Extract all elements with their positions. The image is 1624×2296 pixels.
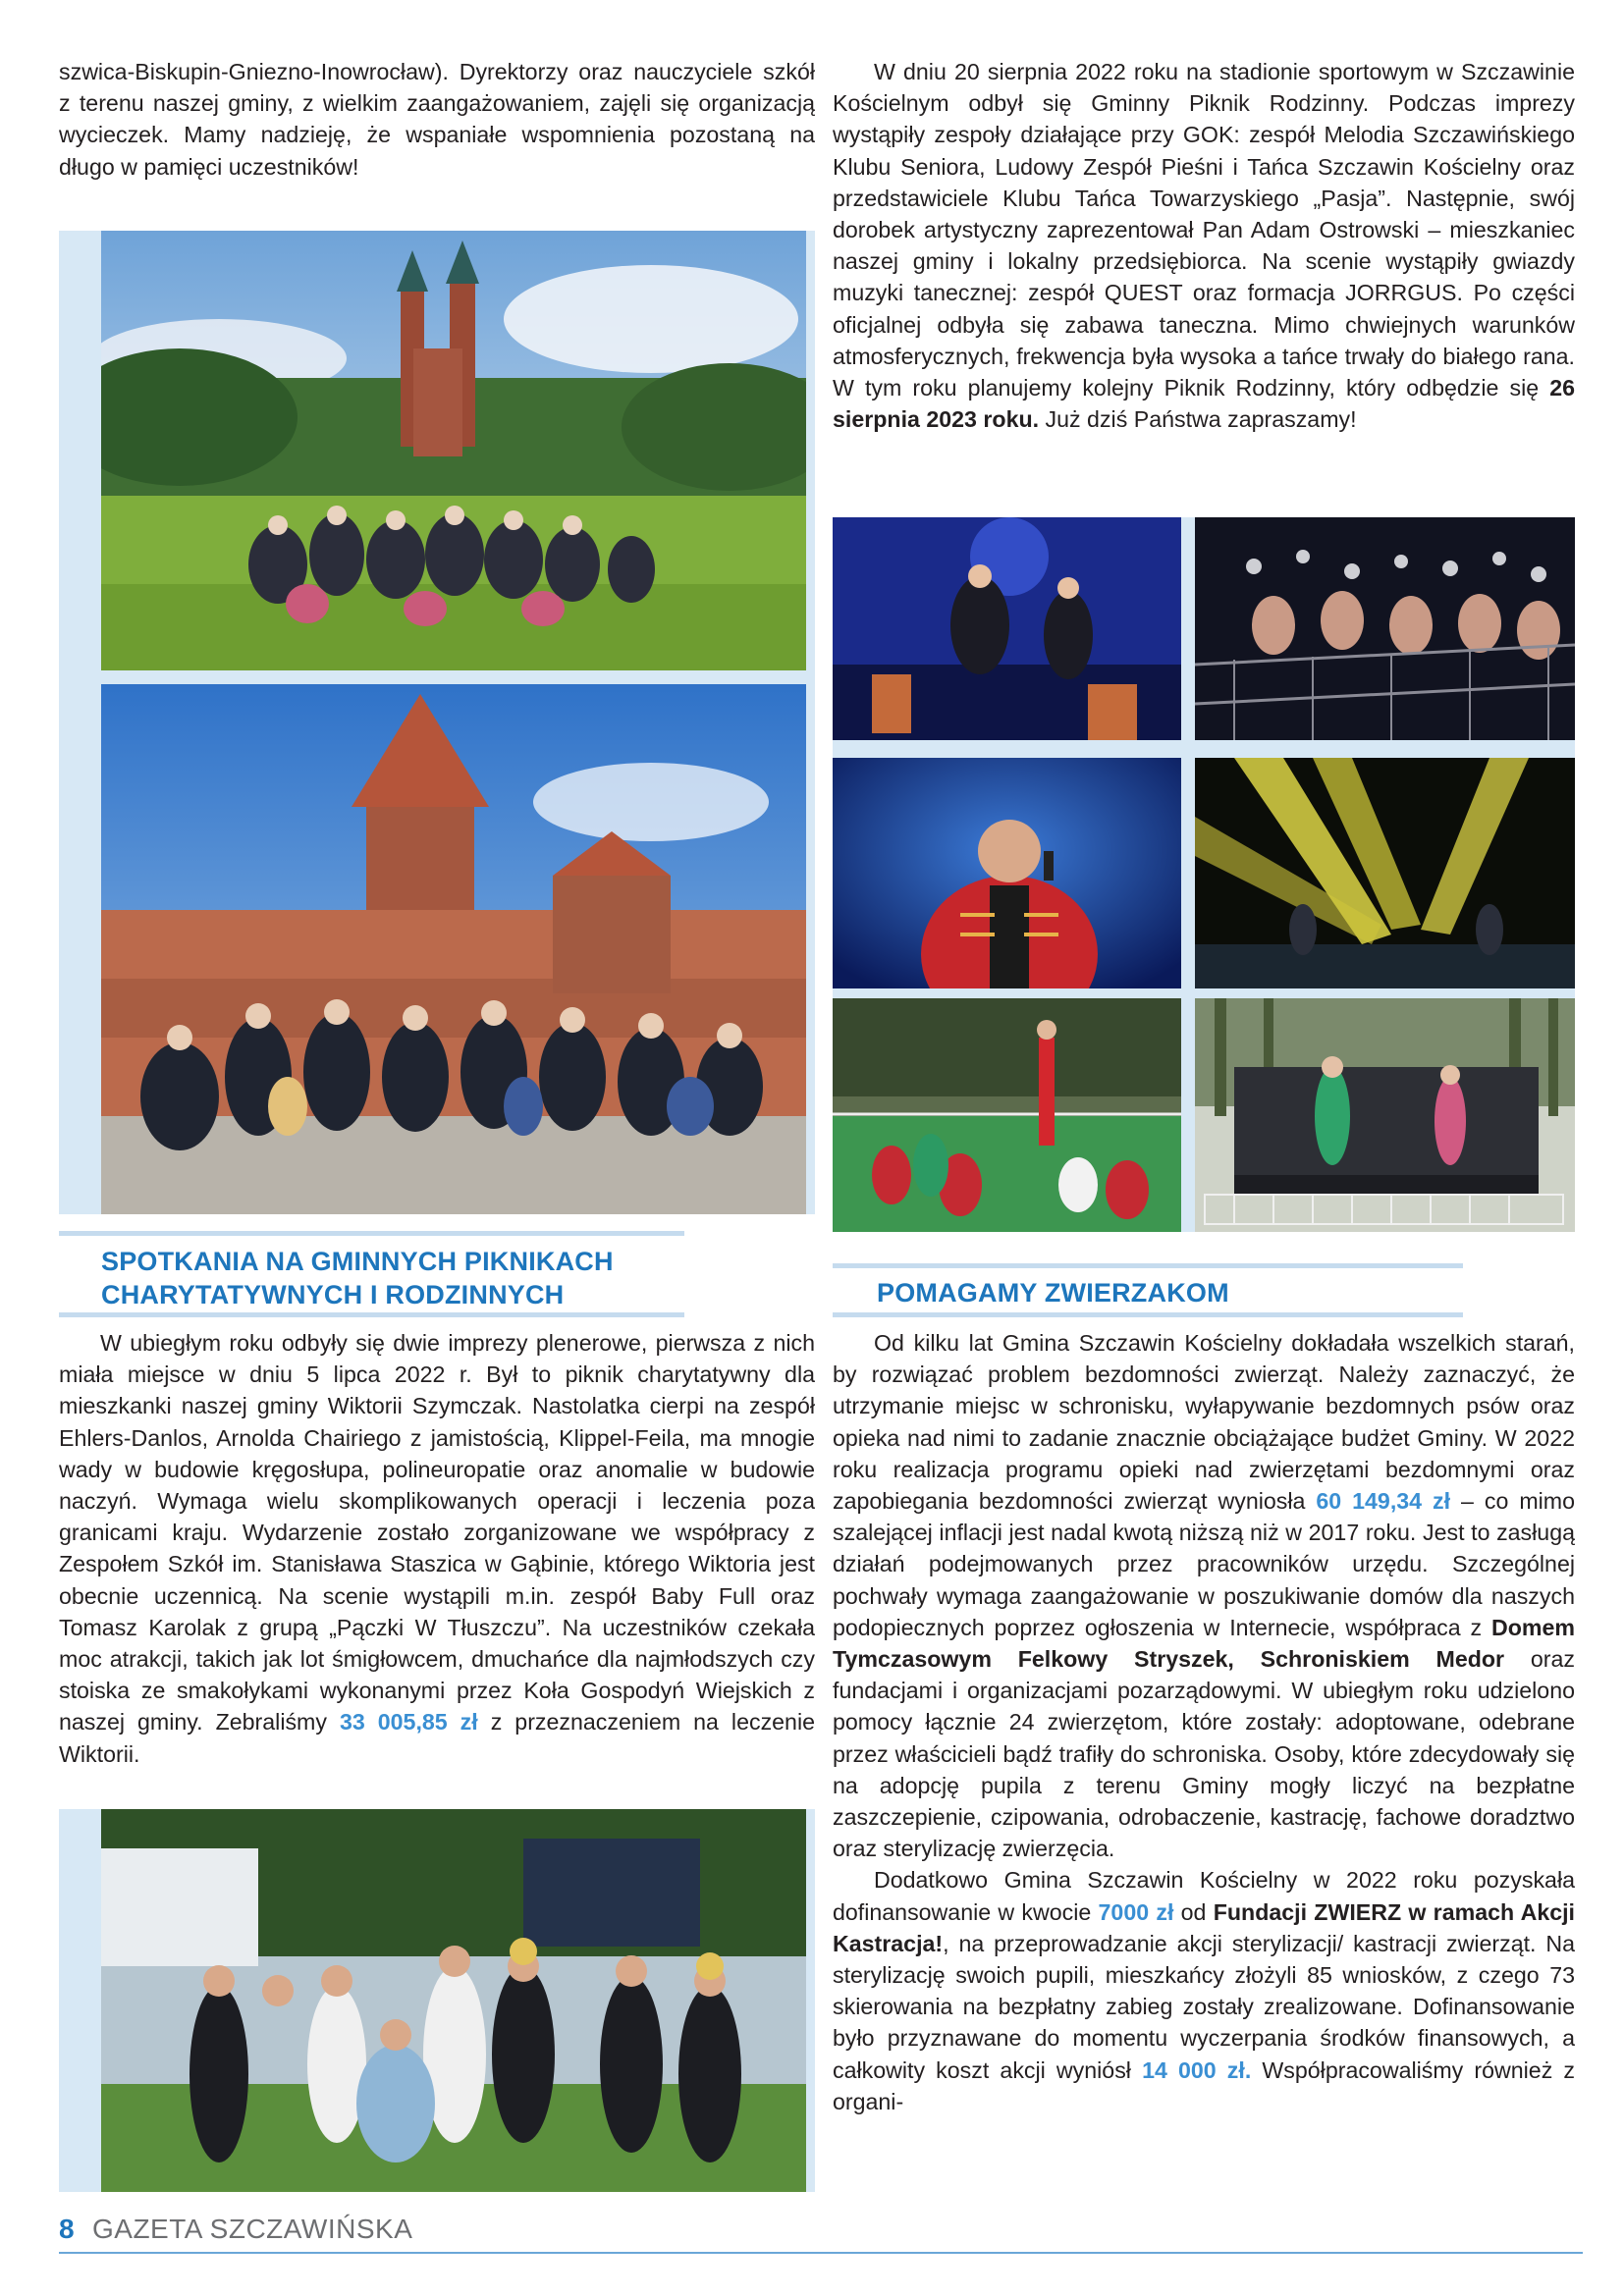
animals-org-1: Domem Tymczasowym Felkowy Stryszek, Schroniskiem Medor	[833, 1614, 1575, 1673]
page-number: 8	[59, 2214, 75, 2244]
photo-band-group	[101, 1809, 806, 2192]
animals-paragraph-1	[833, 1327, 1575, 1864]
footer-rule	[59, 2252, 1583, 2254]
picnics-text-end: z przeznaczeniem na leczenie Wiktorii.	[59, 1709, 815, 1767]
photo-stage-lights	[1195, 758, 1575, 988]
photo-castle-group-image	[101, 684, 806, 1214]
animals-paragraph-2	[833, 1864, 1575, 2117]
animals-text-block	[833, 1327, 1575, 2117]
publication-title: GAZETA SZCZAWIŃSKA	[92, 2214, 413, 2244]
animals-heading-rule-bottom	[833, 1312, 1463, 1317]
picnics-heading-rule-top	[59, 1231, 684, 1236]
animals-org-2: Fundacji ZWIERZ w ramach Akcji Kastracja!	[833, 1898, 1575, 1956]
animals-heading: POMAGAMY ZWIERZAKOM	[877, 1278, 1229, 1308]
photo-folk-dancers	[833, 998, 1181, 1232]
photo-singer-red-jacket-image	[833, 758, 1181, 988]
animals-text-2a: Dodatkowo Gmina Szczawin Kościelny w 2022 roku pozyskała dofinansowanie w kwocie	[833, 1867, 1575, 1925]
animals-amount-3: 14 000 zł.	[1142, 2056, 1252, 2083]
photo-singer-red-jacket	[833, 758, 1181, 988]
animals-text-2b: od	[1173, 1898, 1214, 1925]
left-top-paragraph: szwica-Biskupin-Gniezno-Inowrocław). Dyrektorzy oraz nauczyciele szkół z terenu naszej gminy, z wielkim zaangażowaniem, zajęli się organizacją wycieczek. Mamy nadzieję, że wspaniałe wspomnienia pozostaną na długo w pamięci uczestników!	[59, 59, 815, 180]
picnics-heading	[101, 1245, 788, 1311]
photo-cathedral-group-image	[101, 231, 806, 670]
photo-stage-lights-image	[1195, 758, 1575, 988]
picnics-text-block	[59, 1327, 815, 1770]
animals-amount-2: 7000 zł	[1098, 1898, 1174, 1925]
picnic-family-text: W dniu 20 sierpnia 2022 roku na stadionie sportowym w Szczawinie Kościelnym odbył się Gminny Piknik Rodzinny. Podczas imprezy wystąpiły zespoły działające przy GOK: zespół Melodia Szczawińskiego Klubu Seniora, Ludowy Zespół Pieśni i Tańca Szczawin Kościelny oraz przedstawiciele Klubu Tańca Towarzyskiego „Pasja”. Następnie, swój dorobek artystyczny zaprezentował Pan Adam Ostrowski – mieszkaniec naszej gminy i lokalny przedsiębiorca. Na scenie wystąpiły gwiazdy muzyki tanecznej: zespół QUEST oraz formacja JORRGUS. Po części oficjalnej odbyła się zabawa taneczna. Mimo chwiejnych warunków atmosferycznych, frekwencja była wysoka a tańce trwały do białego rana. W tym roku planujemy kolejny Piknik Rodzinny, który odbędzie się	[833, 59, 1575, 401]
animals-text-2d: Współpracowaliśmy również z organi-	[833, 2056, 1575, 2114]
photo-concert-stage	[833, 517, 1181, 740]
photo-concert-crowd-image	[1195, 517, 1575, 740]
photo-stage-performers-image	[1195, 998, 1575, 1232]
picnic-date: 26 sierpnia 2023 roku.	[833, 375, 1575, 433]
picnic-invite-text: Już dziś Państwa zapraszamy!	[1039, 406, 1357, 433]
animals-heading-rule-top	[833, 1263, 1463, 1268]
picnic-family-paragraph-block	[833, 56, 1575, 435]
photo-castle-group	[101, 684, 806, 1214]
animals-text-1b: – co mimo szalejącej inflacji jest nadal kwotą niższą niż w 2017 roku. Jest to zasługą działań podejmowanych przez pracowników urzędu. Szczególnej pochwały wymaga zaangażowanie w poszukiwanie domów dla naszych podopiecznych poprzez ogłoszenia w Internecie, współpraca z	[833, 1488, 1575, 1640]
picnics-amount: 33 005,85 zł	[339, 1709, 478, 1735]
picnics-text: W ubiegłym roku odbyły się dwie imprezy plenerowe, pierwsza z nich miała miejsce w dniu 5 lipca 2022 r. Był to piknik charytatywny dla mieszkanki naszej gminy Wiktorii Szymczak. Nastolatka cierpi na zespół Ehlers-Danlos, Arnolda Chairiego z jamistością, Klippel-Feila, ma mnogie wady w budowie kręgosłupa, polineuropatie oraz anomalie w budowie naczyń. Wymaga wielu skomplikowanych operacji i leczenia poza granicami kraju. Wydarzenie zostało zorganizowane we współpracy z Zespołem Szkół im. Stanisława Staszica w Gąbinie, którego Wiktoria jest obecnie uczennicą. Na scenie wystąpili m.in. zespół Baby Full oraz Tomasz Karolak z grupą „Pączki W Tłuszczu”. Na uczestników czekała moc atrakcji, takich jak lot śmigłowcem, dmuchańce dla najmłodszych czy stoiska ze smakołykami wykonanymi przez Koła Gospodyń Wiejskich z naszej gminy. Zebraliśmy	[59, 1330, 815, 1735]
photo-concert-stage-image	[833, 517, 1181, 740]
picnic-family-paragraph	[833, 56, 1575, 435]
left-top-paragraph-block	[59, 56, 815, 183]
photo-band-group-image	[101, 1809, 806, 2192]
picnics-heading-rule-bottom	[59, 1312, 684, 1317]
photo-folk-dancers-image	[833, 998, 1181, 1232]
picnics-heading-line2: CHARYTATYWNYCH I RODZINNYCH	[101, 1280, 565, 1309]
animals-text-2c: , na przeprowadzanie akcji sterylizacji/ kastracji zwierząt. Na sterylizację swoich pupili, mieszkańcy złożyli 85 wniosków, z czego 73 skierowania na bezpłatny zabieg zostały zrealizowane. Dofinansowanie było przyznawane do momentu wyczerpania środków finansowych, a całkowity koszt akcji wyniósł	[833, 1930, 1575, 2083]
picnics-heading-line1: SPOTKANIA NA GMINNYCH PIKNIKACH	[101, 1247, 614, 1276]
photo-concert-crowd	[1195, 517, 1575, 740]
picnics-paragraph	[59, 1327, 815, 1770]
animals-text-1c: oraz fundacjami i organizacjami pozarządowymi. W ubiegłym roku udzielono pomocy łącznie 24 zwierzętom, które zostały: adoptowane, odebrane przez właścicieli bądź trafiły do schroniska. Osoby, które zdecydowały się na adopcję pupila z terenu Gminy mogły liczyć na bezpłatne zaszczepienie, czipowania, odrobaczenie, kastrację, fachowe doradztwo oraz sterylizację zwierzęcia.	[833, 1646, 1575, 1862]
animals-amount-1: 60 149,34 zł	[1316, 1488, 1451, 1515]
photo-stage-performers	[1195, 998, 1575, 1232]
animals-text-1a: Od kilku lat Gmina Szczawin Kościelny dokładała wszelkich starań, by rozwiązać problem bezdomności zwierząt. Należy zaznaczyć, że utrzymanie miejsc w schronisku, wyłapywanie bezdomnych psów oraz opieka nad nimi to zadanie znacznie obciążające budżet Gminy. W 2022 roku realizacja programu opieki nad zwierzętami bezdomnymi oraz zapobiegania bezdomności zwierząt wyniosła	[833, 1330, 1575, 1515]
photo-cathedral-group	[101, 231, 806, 670]
